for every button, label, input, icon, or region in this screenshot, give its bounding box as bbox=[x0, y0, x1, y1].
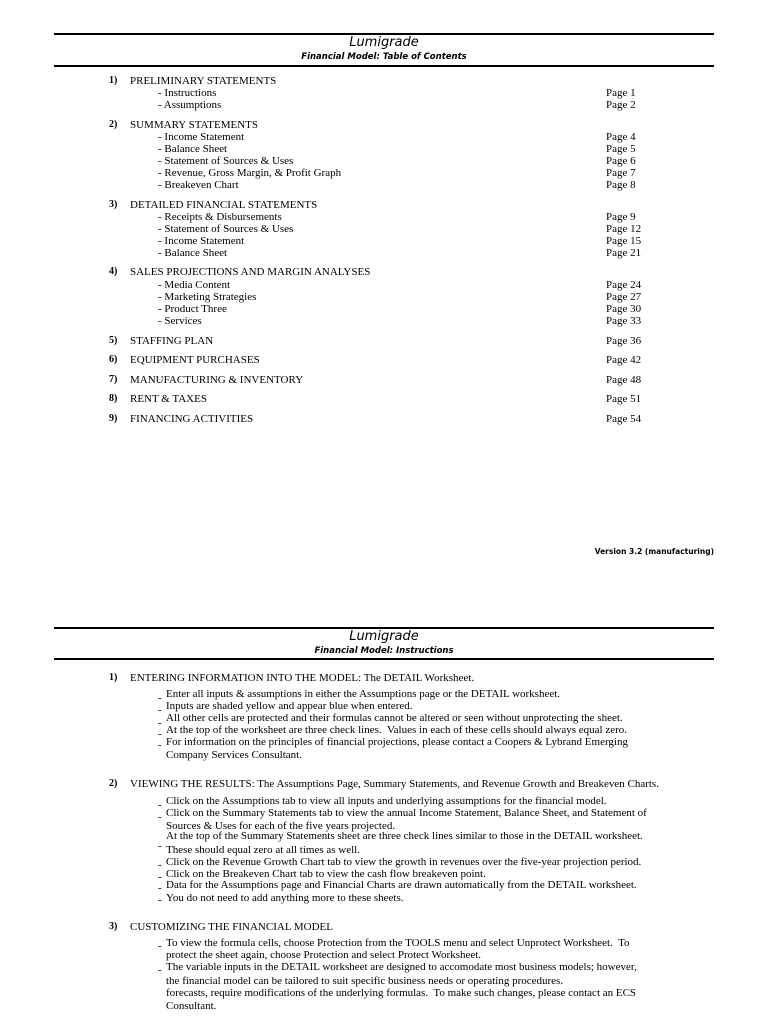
bullet-dash: - bbox=[158, 871, 162, 883]
section-title: SUMMARY STATEMENTS bbox=[130, 119, 258, 131]
toc-item-page: Page 12 bbox=[606, 223, 642, 235]
bullet-text: Sources & Uses for each of the five years projected. bbox=[166, 820, 396, 832]
section-title: SALES PROJECTIONS AND MARGIN ANALYSES bbox=[130, 266, 371, 278]
instruction-heading-row bbox=[0, 778, 768, 790]
bullet-dash: - bbox=[158, 811, 162, 823]
toc-item-page: Page 21 bbox=[606, 247, 642, 259]
instruction-heading-row bbox=[0, 672, 768, 684]
toc-subtitle: Financial Model: Table of Contents bbox=[301, 52, 467, 62]
toc-section-row bbox=[0, 119, 768, 131]
toc-item-page: Page 1 bbox=[606, 87, 636, 99]
bullet-text: All other cells are protected and their formulas cannot be altered or seen without unprotecting the sheet. bbox=[166, 712, 623, 724]
bullet-text: The variable inputs in the DETAIL worksheet are designed to accomodate most business models; however, bbox=[166, 961, 637, 973]
bullet-dash: - bbox=[158, 940, 162, 952]
toc-item-row bbox=[0, 143, 768, 155]
toc-item-label: - Receipts & Disbursements bbox=[158, 211, 282, 223]
section-title: MANUFACTURING & INVENTORY bbox=[130, 374, 304, 386]
bullet-text: Enter all inputs & assumptions in either the Assumptions page or the DETAIL worksheet. bbox=[166, 688, 561, 700]
section-title: EQUIPMENT PURCHASES bbox=[130, 354, 260, 366]
toc-item-label: - Services bbox=[158, 315, 202, 327]
toc-item-row bbox=[0, 291, 768, 303]
bullet-text: Click on the Assumptions tab to view all inputs and underlying assumptions for the financial model. bbox=[166, 795, 607, 807]
toc-item-page: Page 30 bbox=[606, 303, 642, 315]
bullet-dash: - bbox=[158, 882, 162, 894]
section-page: Page 51 bbox=[606, 393, 642, 405]
toc-item-label: - Income Statement bbox=[158, 131, 245, 143]
toc-item-row bbox=[0, 99, 768, 111]
bullet-text: Click on the Revenue Growth Chart tab to view the growth in revenues over the five-year projection period. bbox=[166, 856, 642, 868]
toc-section-row bbox=[0, 335, 768, 347]
toc-item-page: Page 33 bbox=[606, 315, 642, 327]
bullet-dash: - bbox=[158, 859, 162, 871]
toc-item-page: Page 7 bbox=[606, 167, 636, 179]
bullet-dash: - bbox=[158, 704, 162, 716]
instructions-subtitle: Financial Model: Instructions bbox=[314, 646, 454, 656]
toc-section-row bbox=[0, 393, 768, 405]
toc-item-row bbox=[0, 179, 768, 191]
bullet-text: Company Services Consultant. bbox=[166, 749, 302, 761]
toc-item-row bbox=[0, 247, 768, 259]
section-number: 9) bbox=[109, 413, 118, 424]
toc-item-page: Page 2 bbox=[606, 99, 636, 111]
toc-item-label: - Breakeven Chart bbox=[158, 179, 239, 191]
toc-item-label: - Marketing Strategies bbox=[158, 291, 257, 303]
bullet-text: For information on the principles of financial projections, please contact a Coopers & Lybrand Emerging bbox=[166, 736, 628, 748]
toc-item-page: Page 5 bbox=[606, 143, 636, 155]
toc-item-row bbox=[0, 131, 768, 143]
section-number: 5) bbox=[109, 335, 118, 346]
section-number: 7) bbox=[109, 374, 118, 385]
bullet-dash: - bbox=[158, 964, 162, 976]
section-title: CUSTOMIZING THE FINANCIAL MODEL bbox=[130, 921, 333, 933]
toc-item-page: Page 9 bbox=[606, 211, 636, 223]
instruction-heading-row bbox=[0, 921, 768, 933]
section-title: STAFFING PLAN bbox=[130, 335, 214, 347]
toc-item-row bbox=[0, 279, 768, 291]
bullet-dash: - bbox=[158, 739, 162, 751]
section-title: PRELIMINARY STATEMENTS bbox=[130, 75, 277, 87]
bullet-dash: - bbox=[158, 799, 162, 811]
section-number: 2) bbox=[109, 778, 118, 789]
bullet-dash: - bbox=[158, 717, 162, 729]
bullet-text: protect the sheet again, choose Protection and select Protect Worksheet. bbox=[166, 949, 482, 961]
section-page: Page 36 bbox=[606, 335, 642, 347]
bullet-text: At the top of the worksheet are three check lines. Values in each of these cells should always equal zero. bbox=[166, 724, 628, 736]
section-number: 1) bbox=[109, 672, 118, 683]
bullet-dash: - bbox=[158, 840, 162, 852]
toc-section-row bbox=[0, 374, 768, 386]
toc-item-row bbox=[0, 87, 768, 99]
toc-section-row bbox=[0, 413, 768, 425]
section-number: 6) bbox=[109, 354, 118, 365]
toc-item-label: - Income Statement bbox=[158, 235, 245, 247]
toc-item-page: Page 24 bbox=[606, 279, 642, 291]
bullet-dash: - bbox=[158, 728, 162, 740]
section-title: FINANCING ACTIVITIES bbox=[130, 413, 254, 425]
toc-item-label: - Balance Sheet bbox=[158, 247, 228, 259]
version-label: Version 3.2 (manufacturing) bbox=[594, 547, 714, 556]
toc-item-page: Page 6 bbox=[606, 155, 636, 167]
section-title: RENT & TAXES bbox=[130, 393, 207, 405]
toc-item-label: - Statement of Sources & Uses bbox=[158, 155, 294, 167]
bullet-text: Inputs are shaded yellow and appear blue when entered. bbox=[166, 700, 413, 712]
toc-item-label: - Balance Sheet bbox=[158, 143, 228, 155]
toc-item-label: - Product Three bbox=[158, 303, 227, 315]
toc-item-page: Page 15 bbox=[606, 235, 642, 247]
toc-item-label: - Assumptions bbox=[158, 99, 222, 111]
toc-item-row bbox=[0, 315, 768, 327]
bullet-text: Click on the Breakeven Chart tab to view the cash flow breakeven point. bbox=[166, 868, 486, 880]
instructions-company-name: Lumigrade bbox=[349, 629, 419, 644]
section-title: ENTERING INFORMATION INTO THE MODEL: The DETAIL Worksheet. bbox=[130, 672, 475, 684]
bullet-text: the financial model can be tailored to suit specific business needs or operating procedures. bbox=[166, 975, 564, 987]
bullet-text: forecasts, require modifications of the underlying formulas. To make such changes, please contact an ECS bbox=[166, 987, 637, 999]
bullet-dash: - bbox=[158, 894, 162, 906]
bullet-dash: - bbox=[158, 692, 162, 704]
bullet-text: Consultant. bbox=[166, 1000, 217, 1012]
toc-section-row bbox=[0, 266, 768, 278]
section-page: Page 48 bbox=[606, 374, 642, 386]
toc-item-page: Page 27 bbox=[606, 291, 642, 303]
toc-item-row bbox=[0, 235, 768, 247]
toc-company-name: Lumigrade bbox=[349, 35, 419, 50]
section-page: Page 42 bbox=[606, 354, 642, 366]
toc-item-page: Page 4 bbox=[606, 131, 636, 143]
toc-item-row bbox=[0, 303, 768, 315]
toc-item-page: Page 8 bbox=[606, 179, 636, 191]
bullet-text: These should equal zero at all times as well. bbox=[166, 844, 360, 856]
section-number: 2) bbox=[109, 119, 118, 130]
toc-section-row bbox=[0, 199, 768, 211]
section-title: VIEWING THE RESULTS: The Assumptions Page, Summary Statements, and Revenue Growth and Breakeven Charts. bbox=[130, 778, 659, 790]
toc-section-row bbox=[0, 75, 768, 87]
bullet-text: Click on the Summary Statements tab to view the annual Income Statement, Balance Sheet, and Statement of bbox=[166, 807, 647, 819]
bullet-text: To view the formula cells, choose Protection from the TOOLS menu and select Unprotect Worksheet. To bbox=[166, 937, 630, 949]
bullet-text: You do not need to add anything more to these sheets. bbox=[166, 892, 404, 904]
section-page: Page 54 bbox=[606, 413, 642, 425]
section-number: 8) bbox=[109, 393, 118, 404]
section-number: 3) bbox=[109, 199, 118, 210]
toc-item-row bbox=[0, 223, 768, 235]
instructions-bottom-rule bbox=[54, 658, 714, 660]
section-number: 3) bbox=[109, 921, 118, 932]
toc-item-row bbox=[0, 155, 768, 167]
toc-item-label: - Instructions bbox=[158, 87, 217, 99]
toc-section-row bbox=[0, 354, 768, 366]
toc-item-label: - Statement of Sources & Uses bbox=[158, 223, 294, 235]
toc-bottom-rule bbox=[54, 65, 714, 67]
section-number: 1) bbox=[109, 75, 118, 86]
bullet-text: At the top of the Summary Statements sheet are three check lines similar to those in the DETAIL worksheet. bbox=[166, 830, 643, 842]
toc-item-row bbox=[0, 167, 768, 179]
section-title: DETAILED FINANCIAL STATEMENTS bbox=[130, 199, 318, 211]
section-number: 4) bbox=[109, 266, 118, 277]
bullet-text: Data for the Assumptions page and Financial Charts are drawn automatically from the DETAIL worksheet. bbox=[166, 879, 637, 891]
toc-item-label: - Revenue, Gross Margin, & Profit Graph bbox=[158, 167, 342, 179]
toc-item-label: - Media Content bbox=[158, 279, 231, 291]
toc-item-row bbox=[0, 211, 768, 223]
